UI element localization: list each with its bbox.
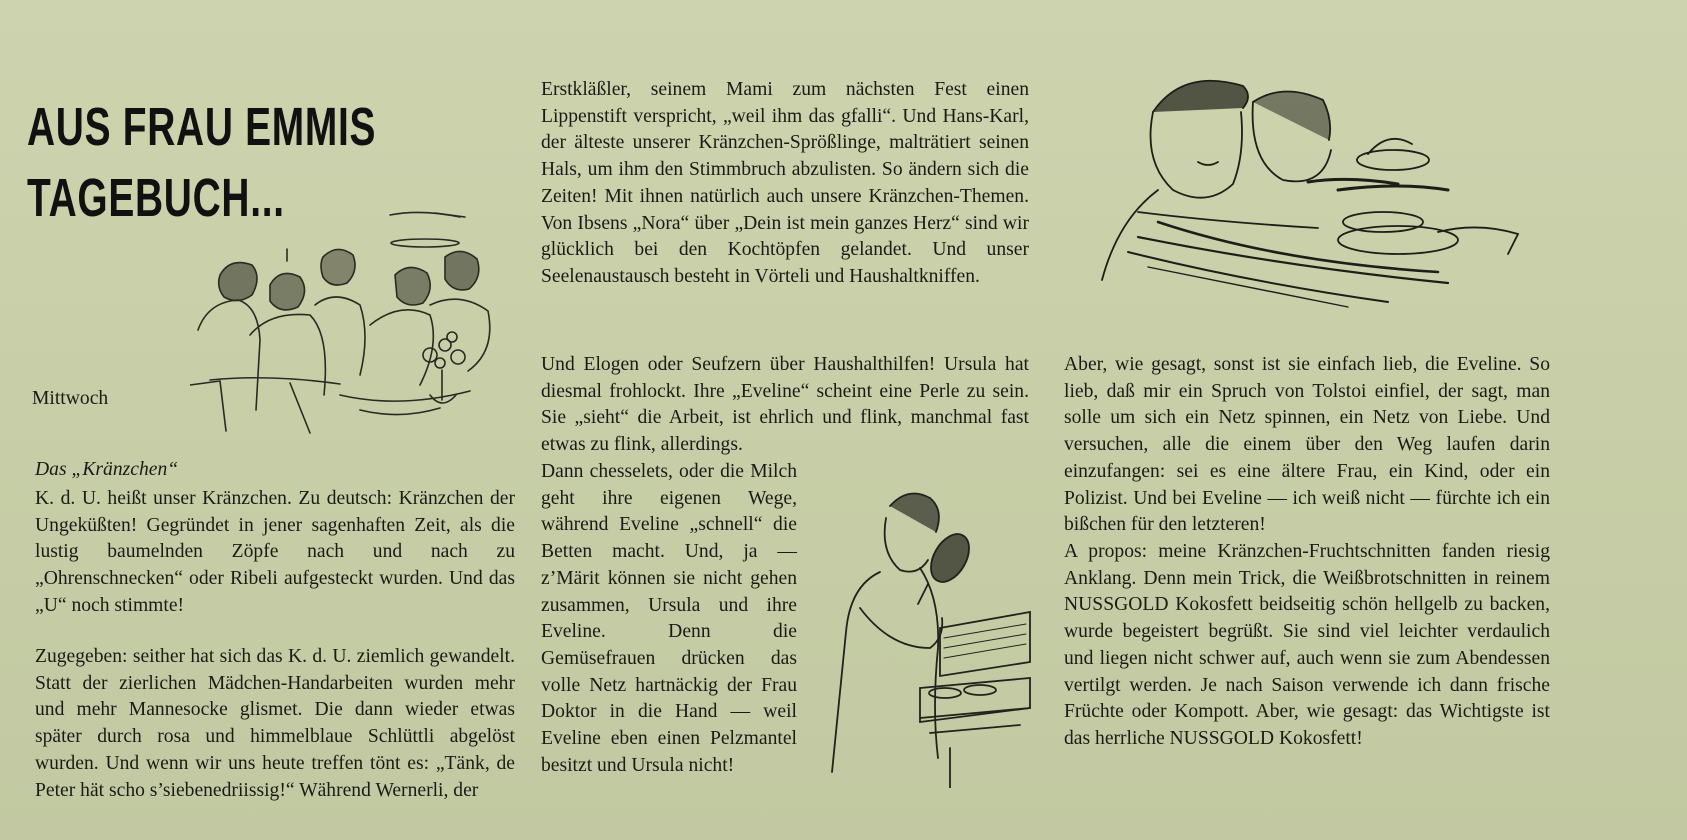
cooking-man-illustration (820, 488, 1040, 788)
col2-paragraph-2: Und Elogen oder Seufzern über Haushalthilfen! Ursula hat diesmal frohlockt. Ihre „Eveline“ scheint eine Perle zu sein. Sie „sieht“ die Arbeit, ist ehrlich und flink, manchmal fast etwas zu flink, allerdings. (541, 354, 1029, 456)
day-label: Mittwoch (32, 388, 109, 409)
col2-paragraph-3: Dann chesselets, oder die Milch geht ihre eigenen Wege, während Eveline „schnell“ die Betten macht. Und, ja — z’Märit können sie nicht gehen zusammen, Ursula und ihre Eveline. Denn die Gemüsefrauen drücken das volle Netz hartnäckig der Frau Doktor in die Hand — weil Eveline eben einen Pelzmantel besitzt und Ursula nicht! (541, 461, 797, 776)
kraenzchen-illustration (190, 205, 500, 445)
col3-paragraph-2: A propos: meine Kränzchen-Fruchtschnitten fanden riesig Anklang. Denn mein Trick, die Weißbrotschnitten in reinem NUSSGOLD Kokosfett beidseitig schön hellgelb zu backen, wurde begeistert begrüßt. Sie sind viel leichter verdaulich und liegen nicht schwer auf, auch wenn sie zum Abendessen vertilgt werden. Je nach Saison verwende ich dann frische Früchte oder Kompott. Aber, wie gesagt: das Wichtigste ist das herrliche NUSSGOLD Kokosfett! (1064, 541, 1550, 749)
col3-paragraph-1: Aber, wie gesagt, sonst ist sie einfach lieb, die Eveline. So lieb, daß mir ein Spruch von Tolstoi einfiel, der sagt, man solle um sich ein Netz spinnen, ein Netz von Liebe. Und versuchen, alle die einem über den Weg laufen darin einzufangen: sei es eine ältere Frau, ein Kind, oder ein Polizist. Und bei Eveline — ich weiß nicht — fürchte ich ein bißchen für den letzteren! (1064, 354, 1550, 536)
title-line-2: TAGEBUCH... (27, 168, 285, 228)
col2-paragraph-1: Erstkläßler, seinem Mami zum nächsten Fest einen Lippenstift verspricht, „weil ihm das gfalli“. Und Hans-Karl, der älteste unserer Kränzchen-Sprößlinge, malträtiert seinen Hals, um ihm den Stimmbruch abzulisten. So ändern sich die Zeiten! Mit ihnen natürlich auch unsere Kränzchen-Themen. Von Ibsens „Nora“ über „Dein ist mein ganzes Herz“ sind wir glücklich bei den Kochtöpfen gelandet. Und unser Seelenaustausch besteht in Vörteli und Haushaltkniffen. (541, 79, 1029, 287)
col1-paragraph-2: Zugegeben: seither hat sich das K. d. U. ziemlich gewandelt. Statt der zierlichen Mädchen-Handarbeiten wurden mehr und mehr Mannesocke glismet. Die dann wieder etwas später durch rosa und himmelblaue Schlüttli abgelöst wurden. Und wenn wir uns heute treffen tönt es: „Tänk, de Peter hät scho s’siebenedriissig!“ Während Wernerli, der (35, 646, 515, 801)
section-subheading: Das „Kränzchen“ (35, 459, 179, 480)
title-line-1: AUS FRAU EMMIS (27, 97, 377, 157)
boys-with-cake-illustration (1098, 72, 1528, 317)
col1-paragraph-1: K. d. U. heißt unser Kränzchen. Zu deutsch: Kränzchen der Ungeküßten! Gegründet in jener sagenhaften Zeit, als die lustig baumelnden Zöpfe nach und nach zu „Ohrenschnecken“ oder Ribeli aufgesteckt wurden. Und das „U“ noch stimmte! (35, 488, 515, 616)
